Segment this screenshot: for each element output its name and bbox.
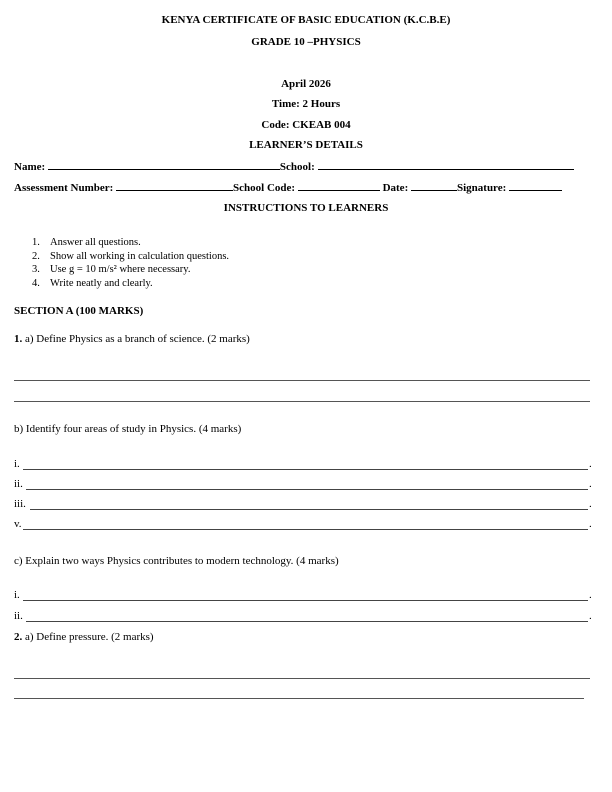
learner-details-heading: LEARNER’S DETAILS xyxy=(249,139,363,151)
line-end-dot: . xyxy=(589,498,592,510)
signature-label: Signature: xyxy=(456,182,507,194)
answer-label: v. xyxy=(14,518,22,530)
answer-line[interactable] xyxy=(23,529,588,530)
answer-line[interactable] xyxy=(26,489,588,490)
school-code-label: School Code: xyxy=(233,182,296,194)
line-end-dot: . xyxy=(589,518,592,530)
line-end-dot: . xyxy=(589,610,592,622)
answer-label: iii. xyxy=(14,498,26,510)
line-end-dot: . xyxy=(589,478,592,490)
exam-time: Time: 2 Hours xyxy=(271,98,341,110)
answer-label: ii. xyxy=(14,610,23,622)
question-1c: c) Explain two ways Physics contributes to modern technology. (4 marks) xyxy=(14,555,339,567)
school-field[interactable] xyxy=(318,160,574,170)
line-end-dot: . xyxy=(589,458,592,470)
question-number: 2. xyxy=(14,631,23,643)
question-text: a) Define Physics as a branch of science. (2 marks) xyxy=(25,333,250,345)
name-label: Name: xyxy=(14,161,46,173)
assessment-number-label: Assessment Number: xyxy=(14,182,114,194)
assessment-row xyxy=(14,181,562,194)
school-code-field[interactable] xyxy=(298,181,380,191)
answer-label: i. xyxy=(14,589,20,601)
answer-line[interactable] xyxy=(14,698,584,699)
answer-line[interactable] xyxy=(30,509,588,510)
exam-code: Code: CKEAB 004 xyxy=(261,119,351,131)
answer-line[interactable] xyxy=(23,469,588,470)
instructions-list xyxy=(32,236,229,290)
exam-subject: GRADE 10 –PHYSICS xyxy=(251,36,361,48)
question-1b: b) Identify four areas of study in Physics. (4 marks) xyxy=(14,423,242,435)
assessment-number-field[interactable] xyxy=(116,181,233,191)
instruction-item: 1. Answer all questions. xyxy=(32,237,141,248)
line-end-dot: . xyxy=(589,589,592,601)
name-field[interactable] xyxy=(48,160,280,170)
exam-date: April 2026 xyxy=(281,78,331,90)
instruction-item: 2. Show all working in calculation questions. xyxy=(32,250,230,262)
answer-label: i. xyxy=(14,458,20,470)
exam-title: KENYA CERTIFICATE OF BASIC EDUCATION (K.C.B.E) xyxy=(161,14,451,26)
date-field[interactable] xyxy=(411,181,457,191)
instruction-item: 4. Write neatly and clearly. xyxy=(32,277,153,289)
name-row xyxy=(14,160,574,173)
answer-line[interactable] xyxy=(23,600,588,601)
section-heading: SECTION A (100 MARKS) xyxy=(14,305,144,317)
school-label: School: xyxy=(279,161,315,173)
answer-label: ii. xyxy=(14,478,23,490)
answer-line[interactable] xyxy=(14,380,590,381)
signature-field[interactable] xyxy=(509,181,562,191)
answer-line[interactable] xyxy=(26,621,588,622)
date-label: Date: xyxy=(382,182,409,194)
answer-line[interactable] xyxy=(14,678,590,679)
instructions-heading: INSTRUCTIONS TO LEARNERS xyxy=(223,202,389,214)
question-2a xyxy=(14,631,154,643)
question-1a xyxy=(14,333,250,345)
answer-line[interactable] xyxy=(14,401,590,402)
question-number: 1. xyxy=(14,333,23,345)
instruction-item: 3. Use g = 10 m/s² where necessary. xyxy=(32,264,191,275)
question-text: a) Define pressure. (2 marks) xyxy=(25,631,154,643)
